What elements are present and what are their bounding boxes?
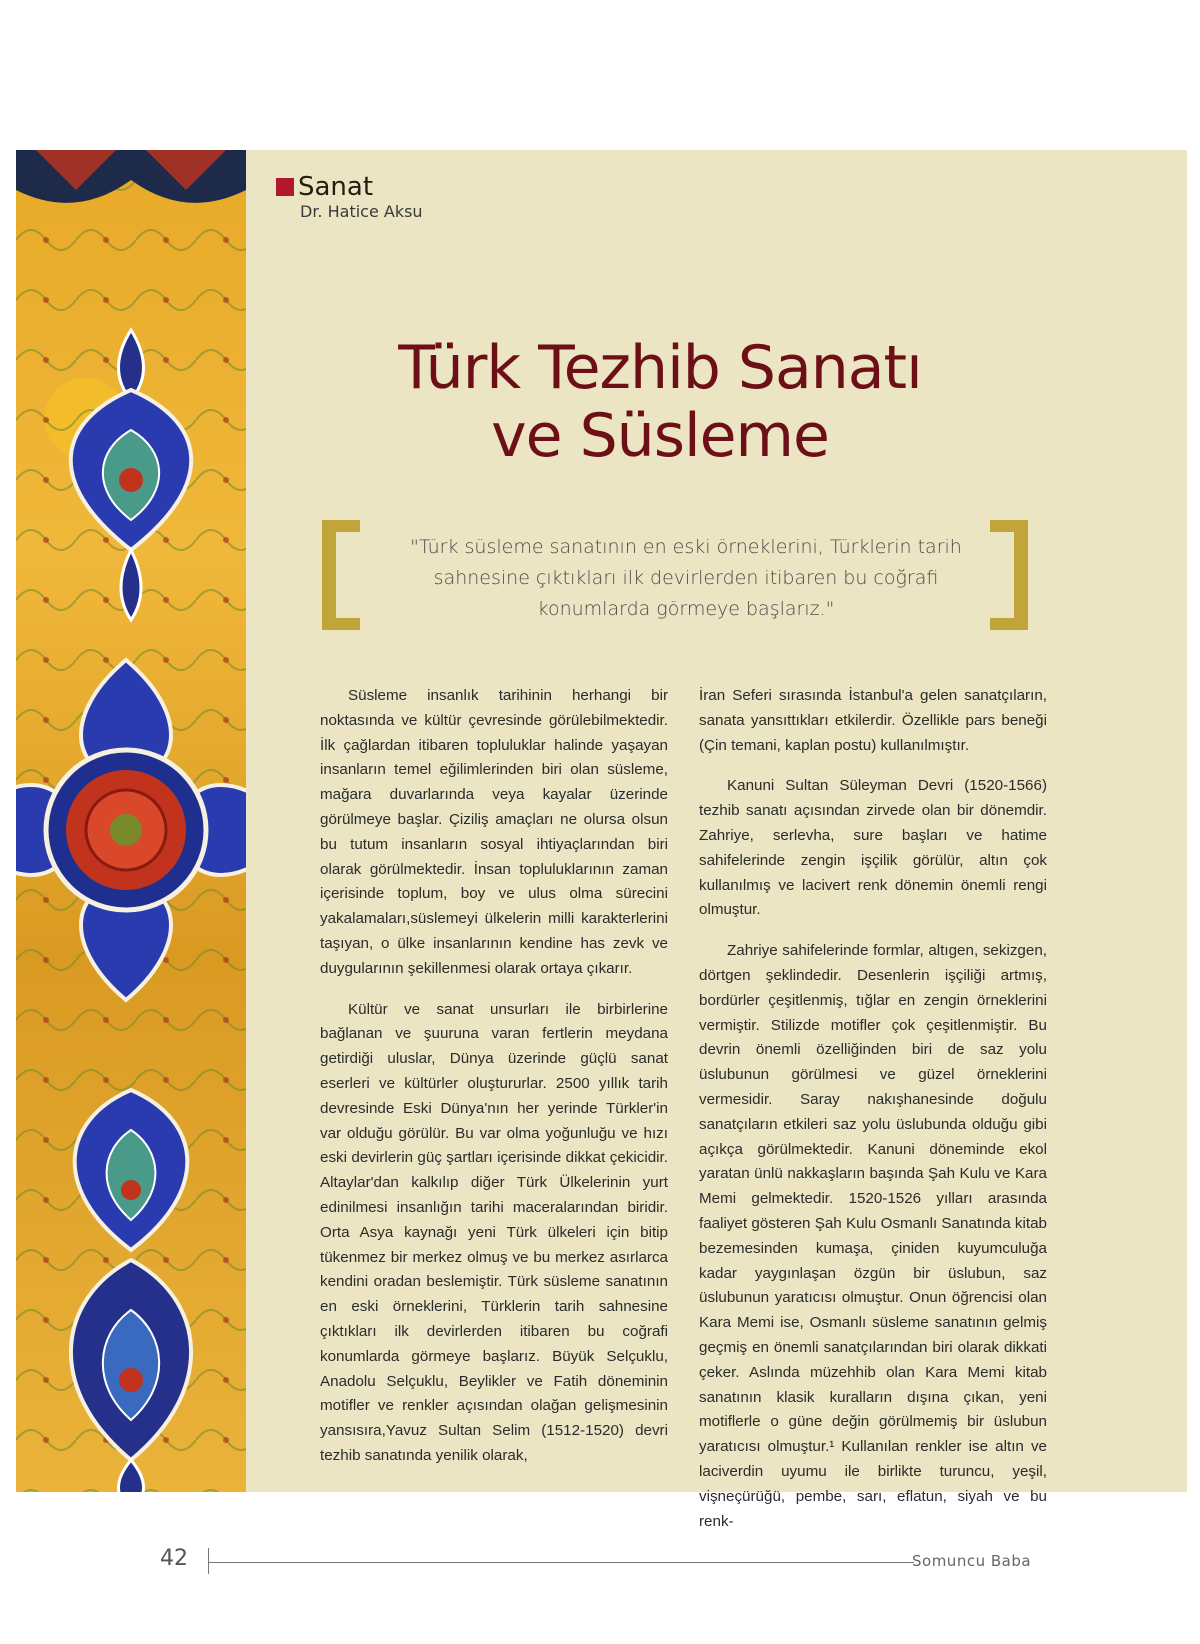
section-square-icon bbox=[276, 178, 294, 196]
footer-divider bbox=[208, 1548, 209, 1574]
section-label: Sanat bbox=[298, 172, 374, 202]
page-number: 42 bbox=[160, 1546, 188, 1571]
author-name: Dr. Hatice Aksu bbox=[300, 202, 423, 221]
tezhib-ornament-image bbox=[16, 150, 246, 1492]
paragraph: Zahriye sahifelerinde formlar, altıgen, sekizgen, dörtgen şeklindedir. Desenlerin işçiliği artmış, bordürler çeşitlenmiş, tığlar en zengin örneklerini vermiştir. Stilizde motifler çok çeşitlenmiştir. Bu devrin önemli özelliğinden biri de saz yolu üslubunun görülmesi ve güzel örneklerini vermesidir. Saray nakışhanesinde doğulu sanatçıların etkileri saz yolu üslubunda olduğu gibi açıkça görülmektedir. Kanuni döneminde ekol yaratan ünlü nakkaşların başında Şah Kulu ve Kara Memi gelmektedir. 1520-1526 yılları arasında faaliyet gösteren Şah Kulu Osmanlı Sanatında kitab bezemesinden kumaşa, çiniden kuyumculuğa kadar yaygınlaşan özgün bir üslubun, saz üslubunun yaratıcısı olmuştur. Onun öğrencisi olan Kara Memi ise, Osmanlı süsleme sanatının gelmiş geçmiş en önemli sanatçılarından biri olarak dikkati çeker. Aslında müzehhib olan Kara Memi kitab sanatının klasik kuralların dışına çıkan, yeni motiflerle o güne değin görülmemiş bir üslubun yaratıcısı olmuştur.¹ Kullanılan renkler ise altın ve laciverdin uyumu ile birlikte turuncu, yeşil, vişneçürüğü, pembe, sarı, eflatun, siyah ve bu renk- bbox=[699, 942, 1047, 1530]
section-header bbox=[276, 172, 373, 202]
paragraph: Kültür ve sanat unsurları ile birbirlerine bağlanan ve şuuruna varan fertlerin meydana getirdiği uluslar, Dünya üzerinde güçlü sanat eserleri ve kültürler oluştururlar. 2500 yıllık tarih devresinde Eski Dünya'nın her yerinde Türkler'in var olduğu görülür. Bu var olma yoğunluğu ve hızı eski devirlerin güç şartları içerisinde dikkat çekicidir. Altaylar'dan kalkılıp diğer Türk Ülkelerinin yurt edinilmesi insanlığın tarihi maceralarından biridir. Orta Asya kaynağı yeni Türk ülkeleri için bitip tükenmez bir merkez olmuş ve bu merkez asırlarca kendini oradan beslemiştir. Türk süsleme sanatının en eski örneklerini, Türklerin tarih sahnesine çıktıkları ilk devirlerden itibaren bu coğrafi konumlarda görmeye başlarız. Büyük Selçuklu, Anadolu Selçuklu, Beylikler ve Fatih döneminin motifler ve renkler açısından olağan gelişmesinin yansısıra,Yavuz Sultan Selim (1512-1520) devri tezhib sanatında yenilik olarak, bbox=[320, 1000, 668, 1464]
quote-bracket-right-icon bbox=[990, 520, 1028, 630]
magazine-name: Somuncu Baba bbox=[912, 1552, 1032, 1570]
article-title-line-2: ve Süsleme bbox=[491, 401, 829, 471]
article-title-line-1: Türk Tezhib Sanatı bbox=[398, 333, 922, 403]
text-column-left bbox=[320, 684, 668, 1485]
paragraph: Süsleme insanlık tarihinin herhangi bir noktasında ve kültür çevresinde görülebilmektedir. İlk çağlardan itibaren topluluklar halinde yaşayan insanların temel eğilimlerinden biri olan süsleme, mağara duvarlarında veya kayalar üzerinde görülmeye başlar. Çiziliş amaçları ne olursa olsun bu tutum insanların sosyal ihtiyaçlarından biri olarak görülmektedir. İnsan topluluklarının zaman içerisinde toplum, boy ve ulus olma sürecini yakalamaları,süslemeyi ülkelerin milli karakterlerini taşıyan, o ülke insanlarının kendine has zevk ve duygularının şekillenmesi olarak ortaya çıkarır. bbox=[320, 687, 668, 977]
paragraph: Kanuni Sultan Süleyman Devri (1520-1566) tezhib sanatı açısından zirvede olan bir dönemdir. Zahriye, serlevha, sure başları ve hatime sahifelerinde zengin işçilik görülür, altın çok kullanılmış ve lacivert renk dönemin önemli rengi olmuştur. bbox=[699, 777, 1047, 919]
paragraph: İran Seferi sırasında İstanbul'a gelen sanatçıların, sanata yansıttıkları etkilerdir. Özellikle pars beneği (Çin temani, kaplan postu) kullanılmıştır. bbox=[699, 687, 1047, 754]
quote-bracket-left-icon bbox=[322, 520, 360, 630]
text-column-right bbox=[699, 684, 1047, 1550]
pull-quote: "Türk süsleme sanatının en eski örneklerini, Türklerin tarih sahnesine çıktıkları ilk devirlerden itibaren bu coğrafi konumlarda görmeye başlarız." bbox=[410, 536, 962, 620]
footer-rule bbox=[208, 1562, 914, 1563]
